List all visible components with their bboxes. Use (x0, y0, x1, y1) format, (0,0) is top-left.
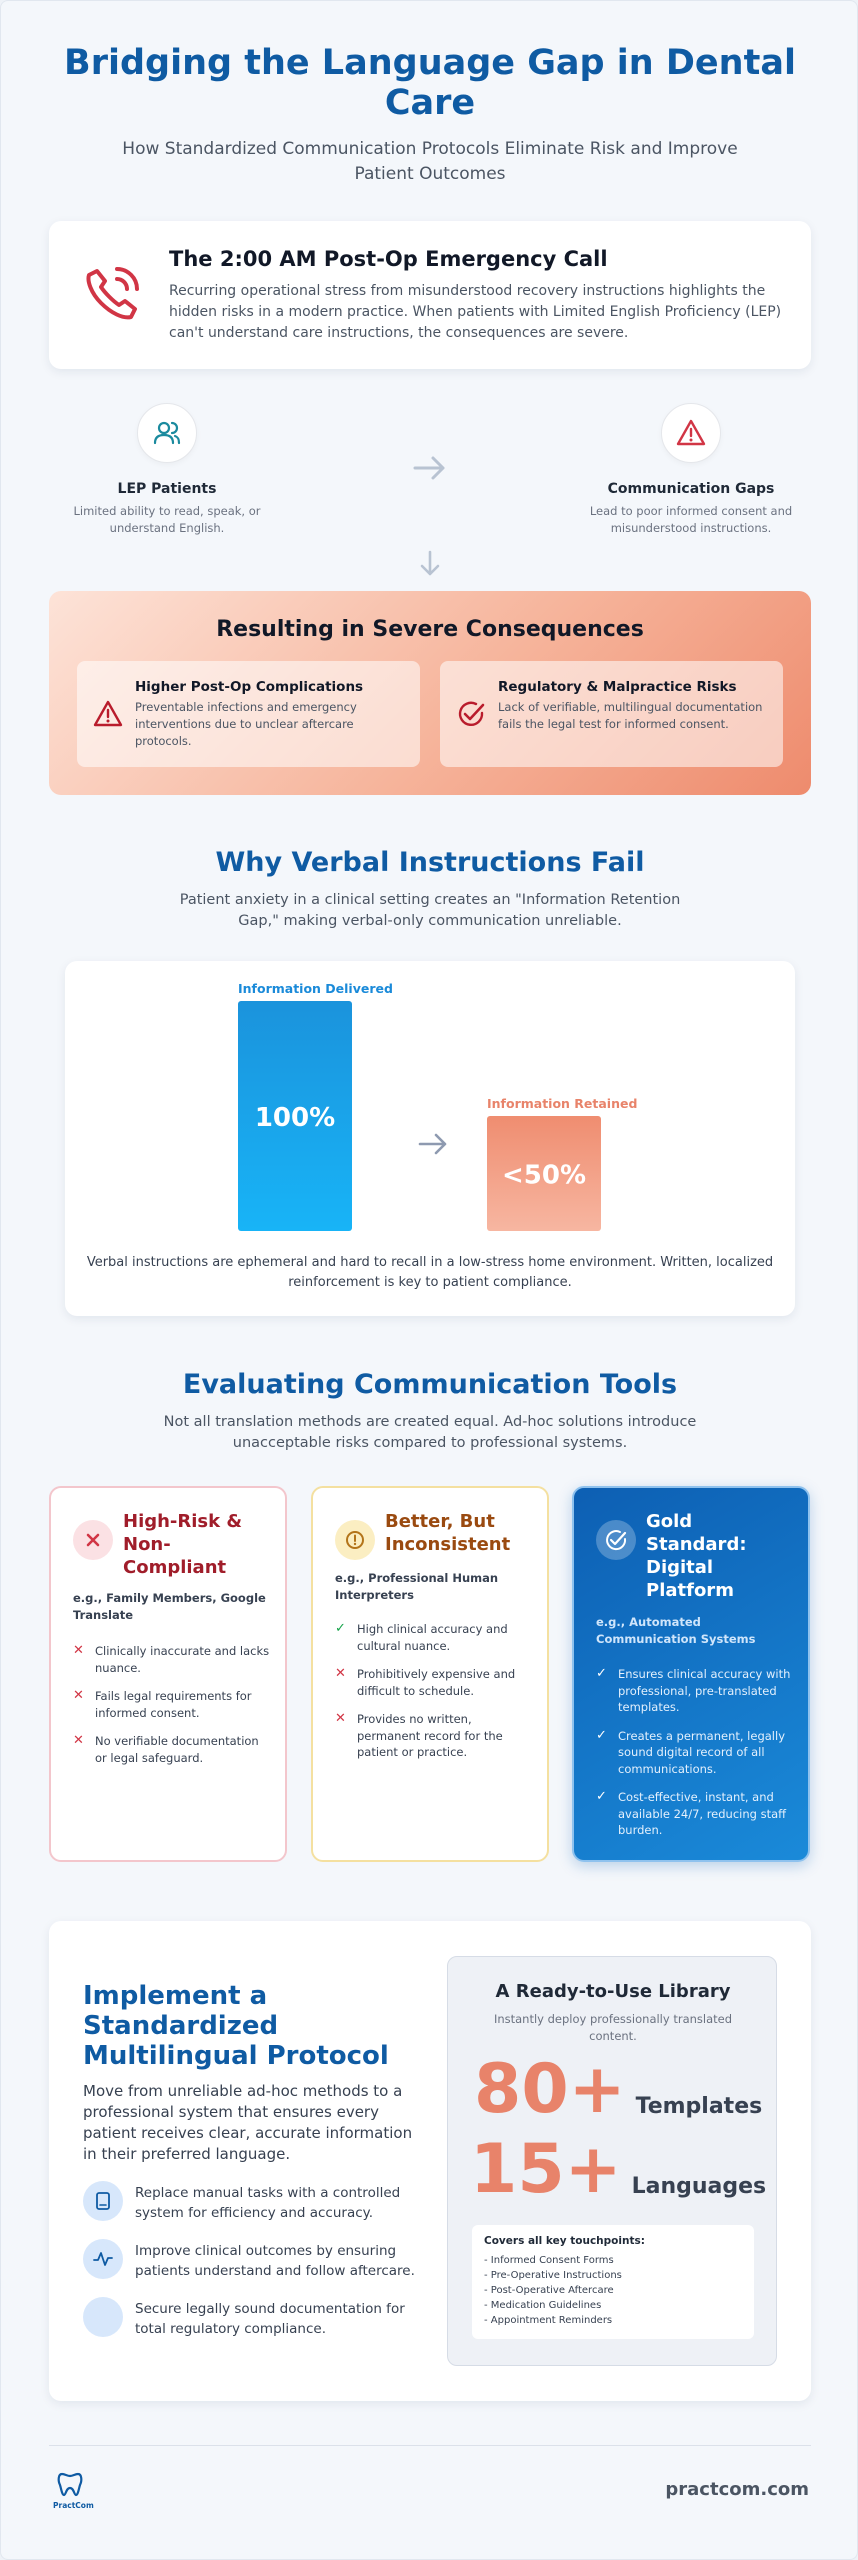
page-title: Bridging the Language Gap in Dental Care (64, 43, 796, 123)
implement-lead: Move from unreliable ad-hoc methods to a professional system that ensures every patient receives clear, accurate information in their preferred language. (83, 2082, 413, 2163)
warning-icon (93, 699, 123, 729)
list-item: - Post-Operative Aftercare (484, 2285, 614, 2296)
check-icon: ✓ (596, 1789, 607, 1804)
touchpoints-title: Covers all key touchpoints: (484, 2235, 645, 2247)
flow-communication-gaps (581, 403, 801, 537)
data-label: <50% (501, 1160, 587, 1191)
list-item: - Medication Guidelines (484, 2300, 602, 2311)
category-label: Information Delivered (238, 981, 393, 996)
implement-card (49, 1921, 811, 2401)
retention-chart (65, 961, 795, 1316)
library-subtitle: Instantly deploy professionally translated content. (493, 2012, 733, 2043)
point-text: Fails legal requirements for informed consent. (95, 1689, 252, 1720)
tool-title: Better, But Inconsistent (385, 1511, 511, 1555)
verbal-section-header (49, 847, 811, 932)
list-item (596, 1789, 796, 1839)
check-circle-icon (596, 1520, 636, 1560)
tool-title: High-Risk & Non-Compliant (123, 1511, 243, 1578)
stat-label: Languages (631, 2174, 767, 2199)
cross-icon: ✕ (335, 1666, 346, 1681)
flow-title: LEP Patients (117, 481, 217, 497)
logo-text: PractCom (53, 2501, 94, 2510)
list-item: - Informed Consent Forms (484, 2255, 614, 2266)
cross-icon: ✕ (73, 1643, 84, 1658)
arrow-down-icon (417, 549, 443, 583)
consequence-desc: Preventable infections and emergency interventions due to unclear aftercare protocols. (135, 700, 357, 748)
stat-label: Templates (635, 2094, 763, 2119)
consequences-panel (49, 591, 811, 795)
verbal-title: Why Verbal Instructions Fail (215, 847, 645, 878)
warning-triangle-icon (661, 403, 721, 463)
site-link[interactable]: practcom.com (665, 2479, 809, 2500)
tooth-icon (55, 2469, 85, 2499)
check-icon: ✓ (335, 1621, 346, 1636)
list-item (335, 1711, 535, 1761)
footer-divider (49, 2445, 811, 2446)
arrow-right-icon (420, 1135, 445, 1153)
practcom-logo (53, 2469, 94, 2510)
feature-text: Replace manual tasks with a controlled system for efficiency and accuracy. (135, 2185, 401, 2221)
emergency-title: The 2:00 AM Post-Op Emergency Call (169, 247, 608, 271)
flow-title: Communication Gaps (607, 481, 775, 497)
tool-title: Gold Standard: Digital Platform (646, 1511, 747, 1601)
point-text: Creates a permanent, legally sound digital record of all communications. (618, 1728, 785, 1776)
list-item (596, 1666, 796, 1716)
consequence-complications (77, 661, 420, 767)
flow-lep-patients (57, 403, 277, 537)
tool-card-better (311, 1486, 549, 1862)
point-text: Ensures clinical accuracy with professional, pre-translated templates. (618, 1667, 791, 1714)
page-subtitle: How Standardized Communication Protocols Eliminate Risk and Improve Patient Outcomes (122, 139, 738, 184)
library-panel (447, 1956, 777, 2366)
touchpoints-box (472, 2225, 754, 2339)
implement-title: Implement a Standardized Multilingual Protocol (83, 1981, 389, 2071)
list-item (335, 1666, 535, 1699)
list-item: - Appointment Reminders (484, 2315, 613, 2326)
library-title: A Ready-to-Use Library (495, 1981, 731, 2002)
tool-card-high-risk (49, 1486, 287, 1862)
cross-icon: ✕ (73, 1733, 84, 1748)
tool-points (73, 1643, 273, 1778)
users-icon (137, 403, 197, 463)
x-circle-icon (73, 1520, 113, 1560)
list-item (73, 1643, 273, 1676)
tool-points (335, 1621, 535, 1773)
tool-card-gold-standard (572, 1486, 810, 1862)
verbal-subtitle: Patient anxiety in a clinical setting creates an "Information Retention Gap," making verbal-only communication unreliable. (179, 892, 681, 929)
point-text: No verifiable documentation or legal safeguard. (95, 1734, 259, 1765)
pulse-icon (83, 2239, 123, 2279)
consequence-regulatory (440, 661, 783, 767)
stat-languages (470, 2130, 770, 2209)
consequences-title: Resulting in Severe Consequences (216, 617, 644, 642)
flow-desc: Lead to poor informed consent and misunderstood instructions. (589, 504, 793, 535)
emergency-card (49, 221, 811, 369)
consequence-title: Higher Post-Op Complications (135, 679, 364, 695)
tablet-icon (83, 2181, 123, 2221)
stat-number: 15+ (470, 2130, 622, 2209)
point-text: High clinical accuracy and cultural nuance. (357, 1622, 508, 1653)
category-label: Information Retained (487, 1096, 638, 1111)
tools-section-header (49, 1369, 811, 1454)
list-item (335, 1621, 535, 1654)
list-item (596, 1728, 796, 1778)
check-icon: ✓ (596, 1727, 607, 1743)
point-text: Clinically inaccurate and lacks nuance. (95, 1644, 270, 1675)
chart-note: Verbal instructions are ephemeral and hard to recall in a low-stress home environment. Written, localized reinforcement is key to patient compliance. (86, 1255, 774, 1290)
cross-icon: ✕ (73, 1688, 84, 1703)
consequence-desc: Lack of verifiable, multilingual documentation fails the legal test for informed consent. (498, 700, 763, 731)
consequence-title: Regulatory & Malpractice Risks (498, 679, 737, 695)
check-badge-icon (456, 699, 486, 729)
list-item (73, 1733, 273, 1766)
phone-alert-icon (79, 259, 147, 327)
list-item (73, 1688, 273, 1721)
feature-text: Secure legally sound documentation for total regulatory compliance. (135, 2301, 405, 2337)
touchpoints-list (484, 2253, 742, 2328)
tool-example: e.g., Professional Human Interpreters (335, 1571, 499, 1602)
stat-templates (474, 2050, 774, 2129)
point-text: Prohibitively expensive and difficult to schedule. (357, 1667, 516, 1698)
page-header (61, 43, 799, 187)
check-icon: ✓ (596, 1666, 607, 1681)
list-item: - Pre-Operative Instructions (484, 2270, 622, 2281)
flow-desc: Limited ability to read, speak, or understand English. (73, 504, 261, 535)
retention-chart-svg (65, 961, 795, 1251)
arrow-right-icon (411, 451, 449, 489)
emergency-body: Recurring operational stress from misunderstood recovery instructions highlights the hidden risks in a modern practice. When patients with Limited English Proficiency (LEP) can't understand care instructions, the consequences are severe. (169, 283, 782, 341)
stat-number: 80+ (474, 2050, 626, 2129)
point-text: Cost-effective, instant, and available 24/7, reducing staff burden. (618, 1790, 787, 1837)
shield-icon (83, 2297, 123, 2337)
tools-title: Evaluating Communication Tools (182, 1369, 678, 1400)
tool-example: e.g., Family Members, Google Translate (73, 1591, 266, 1622)
data-label: 100% (254, 1103, 336, 1133)
tool-example: e.g., Automated Communication Systems (596, 1615, 756, 1646)
tool-points (596, 1666, 796, 1851)
point-text: Provides no written, permanent record for the patient or practice. (357, 1712, 503, 1759)
feature-text: Improve clinical outcomes by ensuring patients understand and follow aftercare. (135, 2243, 415, 2279)
alert-circle-icon (335, 1520, 375, 1560)
cross-icon: ✕ (335, 1711, 346, 1726)
tools-subtitle: Not all translation methods are created equal. Ad-hoc solutions introduce unacceptable risks compared to professional systems. (163, 1414, 697, 1451)
